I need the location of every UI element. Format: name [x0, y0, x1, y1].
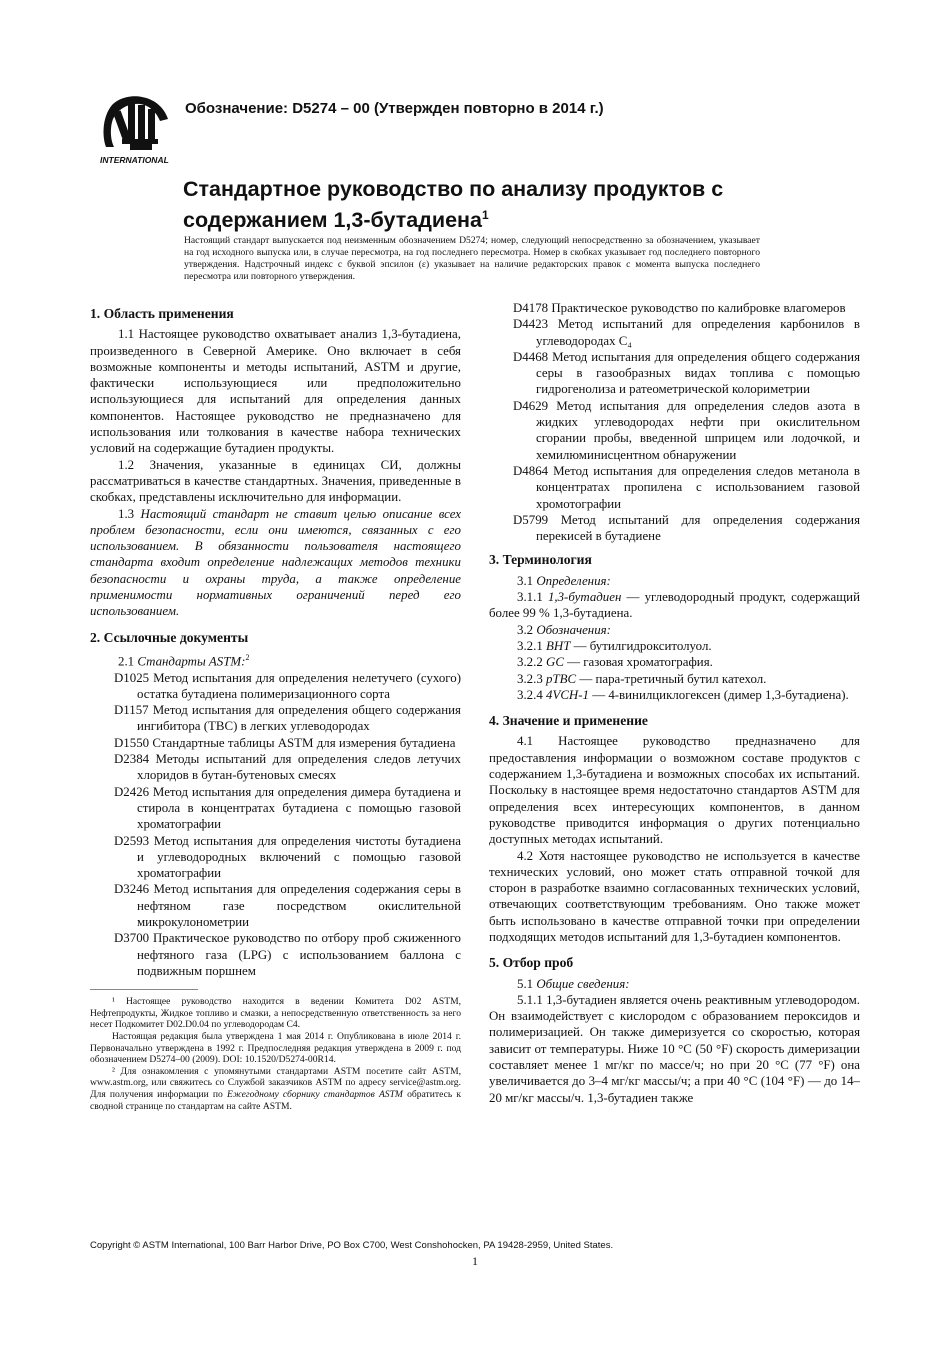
para-5-1	[489, 976, 860, 992]
document-title	[183, 176, 823, 233]
para-3-1-1-num: 3.1.1	[517, 590, 548, 605]
section-5-heading: 5. Отбор проб	[489, 955, 574, 971]
ref-item: D2384 Методы испытаний для определения следов летучих хлоридов в бутан-бутеновых смесях	[114, 752, 461, 783]
ref-item: D4864 Метод испытания для определения следов метанола в концентратах пропилена с использованием газовой хромотографии	[513, 463, 860, 511]
reference-list-left	[90, 670, 461, 980]
section-1-heading: 1. Область применения	[90, 306, 234, 321]
standard-notice: Настоящий стандарт выпускается под неизменным обозначением D5274; номер, следующий непосредственно за обозначением, указывает на год исходного выпуска или, в случае пересмотра, на год последнего пересмотра. Номер в скобках указывает год последнего повторного утверждения. Надстрочный индекс с буквой эпсилон (ε) указывает на наличие редакторских правок с момента выпуска последнего пересмотра или повторного утверждения.	[184, 235, 760, 282]
para-4-2: 4.2 Хотя настоящее руководство не используется в качестве технических условий, оно может стать отправной точкой для сторон в разработке взаимно согласованных технических условий, отвечающих соответствующим требованиям. Оно также может быть использовано в качестве отправной точки при определении подходящих методов испытаний для 1,3-бутадиен компонентов.	[489, 848, 860, 944]
astm-logo	[98, 93, 180, 165]
para-3-2-2-text: — газовая хроматография.	[563, 655, 713, 670]
footnote-1-history: Настоящая редакция была утверждена 1 мая 2014 г. Опубликована в июле 2014 г. Первоначально утверждена в 1992 г. Предпоследняя редакция утверждена в 2009 г. под обозначением D5274–00 (2009). DOI: 10.1520/D5274-00R14.	[90, 1030, 461, 1066]
para-3-2-4-num: 3.2.4	[517, 687, 547, 702]
para-5-1-text: Общие сведения:	[536, 976, 630, 991]
para-5-1-1: 5.1.1 1,3-бутадиен является очень реактивным углеводородом. Он взаимодействует с кислородом с образованием пероксидов и полимеризацией. Он также димеризуется со скоростью, которая зависит от температуры. Ниже 10 °C (50 °F) скорость димеризации составляет менее 1 мг/кг по массе/ч; но при 20 °C (77 °F) она увеличивается до 3–4 мг/кг массы/ч; а при 40 °C (104 °F) — до 14–20 мг/кг массы/ч. 1,3-бутадиен также	[489, 992, 860, 1105]
footnote-1: ¹ Настоящее руководство находится в ведении Комитета D02 ASTM, Нефтепродукты, Жидкое топливо и смазки, а непосредственную ответственность за него несет Подкомитет D02.D0.04 по углеводородам C4.	[90, 996, 461, 1031]
term-gc: GC	[546, 655, 564, 670]
para-1-1: 1.1 Настоящее руководство охватывает анализ 1,3-бутадиена, произведенного в Северной Америке. Оно включает в себя возможные компоненты и методы испытаний, ASTM и другие, фактически использующиеся или предположительно использующиеся для испытаний для определения данных компонентов. Настоящее руководство не предназначено для использования или толкования в качестве набора технических условий на содержащие бутадиен продукты.	[90, 327, 461, 456]
para-3-2-num: 3.2	[517, 622, 537, 637]
para-4-1: 4.1 Настоящее руководство предназначено для предоставления информации о возможном составе продуктов с содержанием 1,3-бутадиена и возможных способах их испытаний. Поскольку в настоящее время недостаточно стандартов ASTM для определения всех интересующих компонентов, в данном руководстве приводится информация о других потенциально доступных методах испытаний.	[489, 734, 860, 847]
ref-item: D2593 Метод испытания для определения чистоты бутадиена и углеводородных включений с помощью газовой хроматографии	[114, 833, 461, 881]
para-1-3-text: Настоящий стандарт не ставит целью описание всех проблем безопасности, если они имеются, связанных с его использованием. В обязанности пользователя настоящего стандарта входит определение надлежащих методов техники безопасности и охраны труда, а также определение применимости нормативных ограничений перед его использованием.	[90, 506, 461, 619]
left-column	[90, 300, 461, 1112]
ref-item: D4178 Практическое руководство по калибровке влагомеров	[513, 301, 846, 315]
ref-item: D3246 Метод испытания для определения содержания серы в нефтяном газе посредством окислительной микрокулонометрии	[114, 882, 461, 929]
para-1-2: 1.2 Значения, указанные в единицах СИ, должны рассматриваться в качестве стандартных. Значения, приведенные в скобках, представлены исключительно для информации.	[90, 457, 461, 505]
svg-text:INTERNATIONAL: INTERNATIONAL	[100, 155, 169, 165]
footnote-2-tail: обратитесь к сводной странице по стандартам на сайте ASTM.	[90, 1088, 462, 1112]
ref-item: D5799 Метод испытаний для определения содержания перекисей в бутадиене	[513, 512, 860, 544]
ref-item: D1550 Стандартные таблицы ASTM для измерения бутадиена	[114, 735, 456, 750]
astm-logo-icon	[98, 93, 180, 165]
para-3-2-2	[489, 654, 860, 670]
ref-item: D1157 Метод испытания для определения общего содержания ингибитора (ТВС) в легких углеводородах	[114, 703, 461, 734]
para-3-1-text: Определения:	[536, 573, 611, 588]
para-2-1-sup: 2	[245, 652, 250, 662]
term-4vch: 4VCH-1	[546, 687, 589, 702]
para-3-2-3-num: 3.2.3	[517, 671, 547, 686]
para-3-1-1-text: — углеводородный продукт, содержащий более 99 % 1,3-бутадиена.	[489, 590, 860, 621]
footnote-2-italic: Ежегодному сборнику стандартов ASTM	[226, 1088, 403, 1100]
copyright-notice: Copyright © ASTM International, 100 Barr Harbor Drive, PO Box C700, West Conshohocken, PA 19428-2959, United States.	[90, 1240, 614, 1251]
para-2-1	[90, 650, 461, 670]
section-3-heading: 3. Терминология	[489, 552, 592, 568]
para-2-1-text: Стандарты ASTM:	[137, 654, 246, 669]
para-3-2-2-num: 3.2.2	[517, 655, 547, 670]
ref-item: D4423 Метод испытаний для определения карбонилов в углеводородах C₄	[513, 317, 860, 348]
para-1-3-num: 1.3	[118, 506, 141, 521]
ref-item: D4629 Метод испытания для определения следов азота в жидких углеводородах нефти при окислительном сгорании пробы, введенной шприцем или лодочкой, и хемилюминисцентном обнаружении	[513, 398, 860, 462]
title-footnote-mark: 1	[482, 208, 489, 222]
para-3-2-1-num: 3.2.1	[517, 638, 547, 653]
term-bht: BHT	[546, 638, 571, 653]
right-column	[489, 300, 860, 1106]
ref-item: D2426 Метод испытания для определения димера бутадиена и стирола в концентратах бутадиена с помощью газовой хроматографии	[114, 784, 461, 832]
para-3-2-1	[489, 638, 860, 654]
para-1-3	[90, 506, 461, 620]
footnote-2-text: ² Для ознакомления с упомянутыми стандартами ASTM посетите сайт ASTM, www.astm.org, или свяжитесь со Службой заказчиков ASTM по адресу service@astm.org. Для получения информации по	[90, 1065, 461, 1100]
section-4-heading: 4. Значение и применение	[489, 713, 648, 729]
para-3-1	[489, 573, 860, 589]
para-3-1-num: 3.1	[517, 573, 537, 588]
page-number: 1	[472, 1254, 478, 1268]
para-3-2-1-text: — бутилгидрокситолуол.	[570, 638, 712, 653]
para-3-2-3-text: — пара-третичный бутил катехол.	[576, 671, 767, 686]
ref-item: D3700 Практическое руководство по отбору проб сжиженного нефтяного газа (LPG) с использованием баллона с подвижным поршнем	[114, 931, 461, 978]
document-designation: Обозначение: D5274 – 00 (Утвержден повторно в 2014 г.)	[185, 100, 604, 117]
para-3-2-text: Обозначения:	[536, 622, 611, 637]
section-2-heading: 2. Ссылочные документы	[90, 629, 249, 645]
ref-item: D1025 Метод испытания для определения нелетучего (сухого) остатка бутадиена полимеризационного сорта	[114, 670, 461, 701]
ref-item: D4468 Метод испытания для определения общего содержания серы в газообразных видах топлива с помощью гидрогенолиза и ратеометрической колориметрии	[513, 349, 860, 397]
term-ptbc: pTBC	[546, 671, 577, 686]
footnote-divider	[90, 989, 198, 990]
para-3-2-3	[489, 671, 860, 687]
para-2-1-num: 2.1	[118, 654, 138, 669]
term-butadiene: 1,3-бутадиен	[547, 590, 622, 605]
para-3-2-4	[489, 687, 860, 703]
title-text: Стандартное руководство по анализу продуктов с содержанием 1,3-бутадиена	[183, 177, 724, 233]
para-3-2-4-text: — 4-винилциклогексен (димер 1,3-бутадиена).	[588, 687, 849, 702]
footnote-2	[90, 1066, 461, 1112]
para-5-1-num: 5.1	[517, 976, 537, 991]
para-3-1-1	[489, 589, 860, 622]
para-3-2	[489, 622, 860, 638]
reference-list-right	[489, 300, 860, 544]
